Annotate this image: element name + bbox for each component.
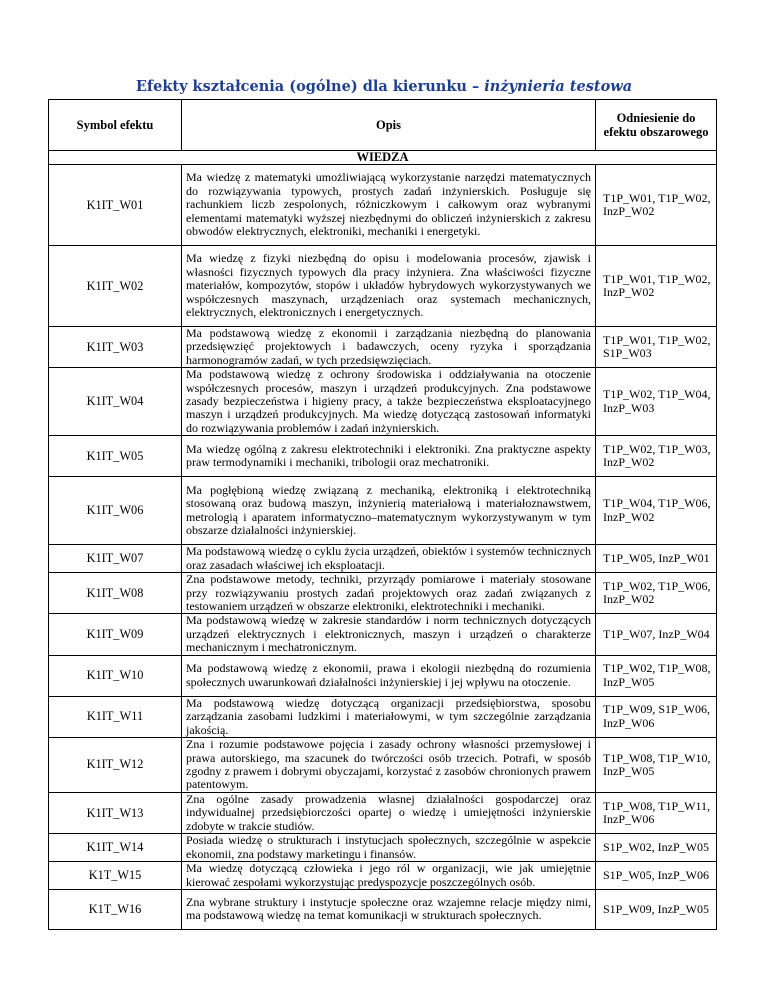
description-cell: Zna ogólne zasady prowadzenia własnej działalności gospodarczej oraz indywidualnej przedsiębiorczości opartej o wiedzę i umiejętności inżynierskie zdobyte w trakcie studiów.: [182, 792, 596, 833]
symbol-cell: K1IT_W05: [49, 436, 182, 477]
table-row: [49, 246, 717, 327]
reference-cell: T1P_W01, T1P_W02, InzP_W02: [596, 165, 717, 246]
symbol-cell: K1IT_W07: [49, 545, 182, 573]
description-cell: Ma podstawową wiedzę o cyklu życia urządzeń, obiektów i systemów technicznych oraz zasadach właściwej ich eksploatacji.: [182, 545, 596, 573]
description-cell: Ma podstawową wiedzę w zakresie standardów i norm technicznych dotyczących urządzeń elektrycznych i elektronicznych, maszyn i urządzeń o charakterze mechanicznym i mechatronicznym.: [182, 614, 596, 655]
reference-cell: T1P_W07, InzP_W04: [596, 614, 717, 655]
symbol-cell: K1IT_W09: [49, 614, 182, 655]
table-row: [49, 792, 717, 833]
description-cell: Zna wybrane struktury i instytucje społeczne oraz wzajemne relacje między nimi, ma podstawową wiedzę na temat komunikacji w strukturach społecznych.: [182, 889, 596, 929]
symbol-cell: K1IT_W01: [49, 165, 182, 246]
reference-cell: S1P_W09, InzP_W05: [596, 889, 717, 929]
reference-cell: T1P_W01, T1P_W02, S1P_W03: [596, 327, 717, 368]
description-cell: Zna i rozumie podstawowe pojęcia i zasady ochrony własności przemysłowej i prawa autorskiego, ma szacunek do twórczości osób trzecich. Potrafi, w sposób zgodny z prawem i dobrymi obyczajami, korzystać z zasobów chronionych prawem patentowym.: [182, 737, 596, 792]
header-symbol: Symbol efektu: [49, 100, 182, 151]
symbol-cell: K1IT_W12: [49, 737, 182, 792]
table-row: [49, 368, 717, 436]
table-row: [49, 545, 717, 573]
table-row: [49, 862, 717, 890]
description-cell: Ma podstawową wiedzę z ochrony środowiska i oddziaływania na otoczenie współczesnych procesów, maszyn i urządzeń produkcyjnych. Zna podstawowe zasady bezpieczeństwa i higieny pracy, a także bezpieczeństwa eksploatacyjnego maszyn i urządzeń produkcyjnych. Ma wiedzę dotyczącą zastosowań informatyki do rozwiązywania problemów i zadań inżynierskich.: [182, 368, 596, 436]
symbol-cell: K1IT_W14: [49, 834, 182, 862]
symbol-cell: K1IT_W11: [49, 696, 182, 737]
table-row: [49, 477, 717, 545]
symbol-cell: K1IT_W08: [49, 573, 182, 614]
symbol-cell: K1IT_W13: [49, 792, 182, 833]
reference-cell: T1P_W09, S1P_W06, InzP_W06: [596, 696, 717, 737]
page-title: [0, 78, 768, 95]
title-main: Efekty kształcenia (ogólne) dla kierunku –: [135, 78, 485, 95]
reference-cell: T1P_W08, T1P_W10, InzP_W05: [596, 737, 717, 792]
reference-cell: T1P_W01, T1P_W02, InzP_W02: [596, 246, 717, 327]
description-cell: Ma podstawową wiedzę dotyczącą organizacji przedsiębiorstwa, sposobu zarządzania zasobami ludzkimi i materiałowymi, w tym szczególnie zarządzania jakością.: [182, 696, 596, 737]
title-italic: inżynieria testowa: [484, 78, 633, 95]
symbol-cell: K1IT_W03: [49, 327, 182, 368]
symbol-cell: K1IT_W06: [49, 477, 182, 545]
effects-table: [48, 99, 717, 930]
description-cell: Posiada wiedzę o strukturach i instytucjach społecznych, szczególnie w aspekcie ekonomii, zna podstawy marketingu i finansów.: [182, 834, 596, 862]
table-row: [49, 436, 717, 477]
header-odniesienie: Odniesienie do efektu obszarowego: [596, 100, 717, 151]
table-row: [49, 889, 717, 929]
table-row: [49, 696, 717, 737]
reference-cell: T1P_W05, InzP_W01: [596, 545, 717, 573]
description-cell: Ma wiedzę z fizyki niezbędną do opisu i modelowania procesów, zjawisk i własności fizycznych typowych dla pracy inżyniera. Zna właściwości fizyczne materiałów, kompozytów, stopów i układów hybrydowych wykorzystywanych we współczesnych maszynach, urządzeniach oraz systemach mechanicznych, elektrycznych, elektronicznych i energetycznych.: [182, 246, 596, 327]
reference-cell: S1P_W05, InzP_W06: [596, 862, 717, 890]
header-row: [49, 100, 717, 151]
description-cell: Ma wiedzę dotyczącą człowieka i jego ról w organizacji, wie jak umiejętnie kierować zespołami wykorzystując predyspozycje poszczególnych osób.: [182, 862, 596, 890]
description-cell: Ma wiedzę z matematyki umożliwiającą wykorzystanie narzędzi matematycznych do rozwiązywania typowych, prostych zadań inżynierskich. Posługuje się rachunkiem liczb zespolonych, różniczkowym i całkowym oraz wybranymi elementami matematyki wyższej niezbędnymi do obliczeń inżynierskich z zakresu obwodów elektrycznych, elektroniki, mechaniki i energetyki.: [182, 165, 596, 246]
reference-cell: T1P_W04, T1P_W06, InzP_W02: [596, 477, 717, 545]
symbol-cell: K1IT_W02: [49, 246, 182, 327]
table-row: [49, 737, 717, 792]
table-row: [49, 834, 717, 862]
description-cell: Ma podstawową wiedzę z ekonomii, prawa i ekologii niezbędną do rozumienia społecznych uwarunkowań działalności inżynierskiej i jej wpływu na otoczenie.: [182, 655, 596, 696]
table-row: [49, 614, 717, 655]
symbol-cell: K1IT_W10: [49, 655, 182, 696]
reference-cell: T1P_W02, T1P_W08, InzP_W05: [596, 655, 717, 696]
table-row: [49, 573, 717, 614]
symbol-cell: K1T_W16: [49, 889, 182, 929]
description-cell: Ma podstawową wiedzę z ekonomii i zarządzania niezbędną do planowania przedsięwzięć projektowych i badawczych, oceny ryzyka i sporządzania harmonogramów zadań, w tych przedsięwzięciach.: [182, 327, 596, 368]
table-row: [49, 655, 717, 696]
symbol-cell: K1T_W15: [49, 862, 182, 890]
reference-cell: T1P_W02, T1P_W06, InzP_W02: [596, 573, 717, 614]
description-cell: Zna podstawowe metody, techniki, przyrządy pomiarowe i materiały stosowane przy rozwiązywaniu prostych zadań projektowych oraz zadań związanych z testowaniem urządzeń w obszarze elektroniki, elektrotechniki i mechaniki.: [182, 573, 596, 614]
header-opis: Opis: [182, 100, 596, 151]
reference-cell: T1P_W02, T1P_W04, InzP_W03: [596, 368, 717, 436]
symbol-cell: K1IT_W04: [49, 368, 182, 436]
description-cell: Ma pogłębioną wiedzę związaną z mechaniką, elektroniką i elektrotechniką stosowaną oraz budową maszyn, inżynierią materiałową i materiałoznawstwem, metrologią i aparatem informatyczno–matematycznym wykorzystywanym w tym obszarze działalności inżynierskiej.: [182, 477, 596, 545]
reference-cell: S1P_W02, InzP_W05: [596, 834, 717, 862]
section-row: [49, 151, 717, 165]
reference-cell: T1P_W02, T1P_W03, InzP_W02: [596, 436, 717, 477]
reference-cell: T1P_W08, T1P_W11, InzP_W06: [596, 792, 717, 833]
description-cell: Ma wiedzę ogólną z zakresu elektrotechniki i elektroniki. Zna praktyczne aspekty praw termodynamiki i mechaniki, tribologii oraz mechatroniki.: [182, 436, 596, 477]
table-row: [49, 327, 717, 368]
table-row: [49, 165, 717, 246]
section-title: WIEDZA: [49, 151, 717, 165]
